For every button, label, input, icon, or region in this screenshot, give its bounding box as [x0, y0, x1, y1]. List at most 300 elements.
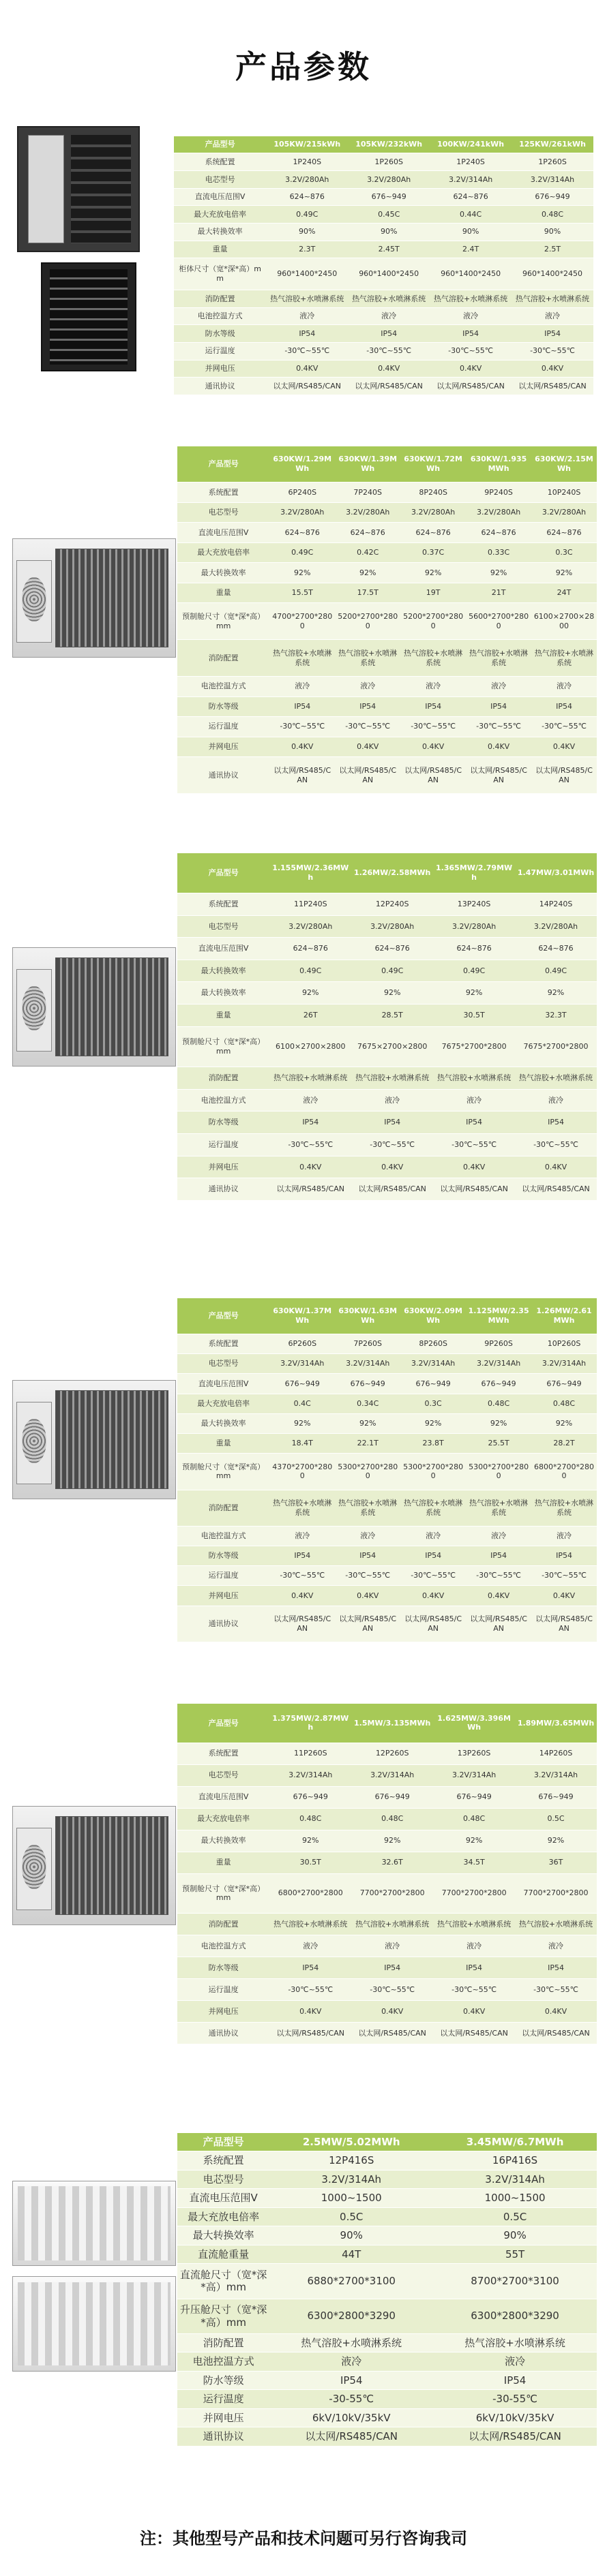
spec-value-cell: 55T: [433, 2245, 597, 2264]
table-row: [177, 2207, 597, 2226]
spec-label-cell: 消防配置: [177, 640, 269, 677]
spec-value-cell: -30℃~55℃: [348, 343, 430, 361]
table-row: [177, 1454, 597, 1490]
spec-value-cell: 92%: [515, 982, 597, 1005]
spec-table-6: [177, 2133, 597, 2447]
spec-value-cell: IP54: [466, 1546, 531, 1565]
spec-value-cell: 热气溶胶+水喷淋系统: [466, 640, 531, 677]
table-row: [177, 2371, 597, 2390]
spec-value-cell: 液冷: [348, 307, 430, 325]
spec-value-cell: 0.4KV: [266, 360, 348, 378]
spec-value-cell: 热气溶胶+水喷淋系统: [531, 640, 597, 677]
table-row: [174, 360, 593, 378]
spec-value-cell: IP54: [269, 1111, 351, 1134]
footer-note: 注：其他型号产品和技术问题可另行咨询我司: [140, 2529, 467, 2548]
spec-value-cell: 以太网/RS485/CAN: [335, 757, 400, 794]
spec-value-cell: IP54: [466, 696, 531, 717]
spec-value-cell: 以太网/RS485/CAN: [351, 2022, 433, 2044]
spec-table-5: [177, 1704, 597, 2044]
spec-label-cell: 最大转换效率: [174, 224, 266, 241]
table-row: [177, 1156, 597, 1178]
spec-value-cell: 0.48C: [351, 1808, 433, 1830]
spec-value-cell: 以太网/RS485/CAN: [269, 1606, 335, 1642]
spec-value-cell: 3.2V/280Ah: [400, 502, 466, 523]
spec-table-4: [177, 1298, 597, 1642]
spec-label-cell: 最大充放电倍率: [177, 542, 269, 563]
spec-value-cell: 1P260S: [512, 153, 593, 171]
spec-value-cell: 624~876: [269, 938, 351, 960]
table-row: [174, 206, 593, 224]
spec-value-cell: IP54: [531, 696, 597, 717]
spec-value-cell: 0.33C: [466, 542, 531, 563]
table-row: [177, 1178, 597, 1201]
spec-table-1: [174, 136, 593, 395]
spec-value-cell: 19T: [400, 583, 466, 603]
spec-value-cell: 热气溶胶+水喷淋系统: [348, 290, 430, 308]
table-row: [177, 2245, 597, 2264]
spec-label-cell: 系统配置: [177, 1743, 269, 1764]
table-row: [177, 1566, 597, 1586]
spec-value-cell: 3.2V/314Ah: [400, 1354, 466, 1374]
spec-value-cell: 6P240S: [269, 482, 335, 503]
table-row: [177, 1586, 597, 1606]
spec-value-cell: 90%: [266, 224, 348, 241]
spec-value-cell: 5300*2700*2800: [466, 1454, 531, 1490]
spec-label-cell: 运行温度: [177, 1978, 269, 2000]
spec-value-cell: IP54: [531, 1546, 597, 1565]
table-row: [177, 982, 597, 1005]
spec-value-cell: 0.3C: [400, 1394, 466, 1413]
spec-value-cell: 3.2V/280Ah: [269, 502, 335, 523]
spec-value-cell: 6100×2700×2800: [531, 603, 597, 640]
spec-label-cell: 并网电压: [174, 360, 266, 378]
table-row: [177, 2170, 597, 2189]
spec-value-cell: 676~949: [351, 1786, 433, 1808]
spec-label-cell: 并网电压: [177, 1156, 269, 1178]
spec-value-cell: 6100×2700×2800: [269, 1026, 351, 1067]
table-row: [174, 241, 593, 258]
spec-label-cell: 柜体尺寸（宽*深*高）mm: [174, 258, 266, 290]
spec-value-cell: 8P240S: [400, 482, 466, 503]
table-row: [177, 1786, 597, 1808]
spec-label-cell: 直流舱尺寸（宽*深*高）mm: [177, 2264, 269, 2299]
spec-value-cell: 3.2V/280Ah: [433, 915, 515, 938]
table-row: [174, 290, 593, 308]
spec-label-cell: 系统配置: [174, 153, 266, 171]
spec-value-cell: 92%: [269, 563, 335, 583]
spec-value-cell: 676~949: [335, 1374, 400, 1394]
spec-value-cell: 液冷: [515, 1089, 597, 1111]
spec-value-cell: 0.48C: [269, 1808, 351, 1830]
spec-value-cell: IP54: [400, 696, 466, 717]
spec-value-cell: 8P260S: [400, 1334, 466, 1353]
spec-value-cell: 0.4KV: [335, 737, 400, 757]
spec-value-cell: 3.2V/314Ah: [430, 171, 512, 189]
spec-value-cell: 0.4C: [269, 1394, 335, 1413]
table-row: [177, 1111, 597, 1134]
table-row: [177, 737, 597, 757]
spec-label-cell: 通讯协议: [177, 2022, 269, 2044]
spec-value-cell: 热气溶胶+水喷淋系统: [400, 1490, 466, 1526]
table-header-row: [177, 853, 597, 893]
product-image-container: [12, 2181, 176, 2266]
spec-value-cell: 0.37C: [400, 542, 466, 563]
spec-value-cell: 960*1400*2450: [266, 258, 348, 290]
spec-value-cell: -30℃~55℃: [351, 1978, 433, 2000]
spec-value-cell: 624~876: [335, 523, 400, 543]
spec-value-cell: IP54: [433, 2371, 597, 2390]
spec-value-cell: 以太网/RS485/CAN: [351, 1178, 433, 1201]
table-row: [177, 1089, 597, 1111]
spec-value-cell: -30℃~55℃: [269, 1978, 351, 2000]
header-model-cell: 1.5MW/3.135MWh: [351, 1704, 433, 1743]
spec-value-cell: 0.4KV: [400, 1586, 466, 1606]
spec-label-cell: 防水等级: [177, 1111, 269, 1134]
spec-value-cell: 0.44C: [430, 206, 512, 224]
spec-value-cell: -30℃~55℃: [466, 1566, 531, 1586]
spec-value-cell: 液冷: [531, 1526, 597, 1546]
spec-value-cell: 7675*2700*2800: [433, 1026, 515, 1067]
spec-label-cell: 防水等级: [177, 696, 269, 717]
spec-value-cell: -30℃~55℃: [400, 1566, 466, 1586]
table-row: [177, 2151, 597, 2171]
table-row: [177, 583, 597, 603]
spec-value-cell: 液冷: [433, 1089, 515, 1111]
spec-value-cell: 以太网/RS485/CAN: [466, 757, 531, 794]
spec-value-cell: -30℃~55℃: [335, 1566, 400, 1586]
spec-value-cell: 0.45C: [348, 206, 430, 224]
spec-value-cell: -30-55℃: [433, 2390, 597, 2409]
spec-value-cell: -30℃~55℃: [400, 717, 466, 737]
spec-value-cell: 液冷: [335, 1526, 400, 1546]
spec-label-cell: 运行温度: [177, 2390, 269, 2409]
spec-value-cell: 16P416S: [433, 2151, 597, 2171]
table-row: [177, 2022, 597, 2044]
spec-value-cell: 5200*2700*2800: [400, 603, 466, 640]
spec-label-cell: 电池控温方式: [177, 1089, 269, 1111]
spec-label-cell: 消防配置: [177, 1490, 269, 1526]
spec-value-cell: 0.49C: [515, 960, 597, 982]
spec-value-cell: 0.4KV: [348, 360, 430, 378]
spec-label-cell: 预制舱尺寸（宽*深*高）mm: [177, 1454, 269, 1490]
spec-value-cell: 3.2V/280Ah: [266, 171, 348, 189]
header-model-cell: 630KW/1.39MWh: [335, 446, 400, 482]
spec-label-cell: 直流电压范围V: [177, 2189, 269, 2208]
spec-value-cell: 1P240S: [266, 153, 348, 171]
table-row: [177, 563, 597, 583]
header-model-cell: 630KW/2.09MWh: [400, 1298, 466, 1334]
table-row: [177, 757, 597, 794]
spec-value-cell: 液冷: [400, 1526, 466, 1546]
spec-value-cell: 5200*2700*2800: [335, 603, 400, 640]
spec-value-cell: 10P240S: [531, 482, 597, 503]
spec-value-cell: -30℃~55℃: [351, 1133, 433, 1156]
table-row: [177, 1005, 597, 1027]
spec-value-cell: IP54: [335, 696, 400, 717]
spec-label-cell: 系统配置: [177, 1334, 269, 1353]
spec-value-cell: 1P240S: [430, 153, 512, 171]
spec-value-cell: 5600*2700*2800: [466, 603, 531, 640]
spec-value-cell: 676~949: [531, 1374, 597, 1394]
spec-value-cell: -30℃~55℃: [512, 343, 593, 361]
spec-value-cell: IP54: [269, 2371, 433, 2390]
spec-value-cell: 624~876: [351, 938, 433, 960]
header-model-cell: 1.625MW/3.396MWh: [433, 1704, 515, 1743]
spec-value-cell: 2.5T: [512, 241, 593, 258]
spec-value-cell: 92%: [269, 1830, 351, 1852]
product-image-container-open: [12, 2276, 176, 2372]
spec-value-cell: 热气溶胶+水喷淋系统: [269, 1067, 351, 1090]
spec-value-cell: 12P240S: [351, 893, 433, 915]
table-row: [174, 171, 593, 189]
spec-value-cell: 8700*2700*3100: [433, 2264, 597, 2299]
spec-value-cell: 液冷: [430, 307, 512, 325]
spec-value-cell: 以太网/RS485/CAN: [266, 378, 348, 395]
header-model-cell: 630KW/1.37MWh: [269, 1298, 335, 1334]
spec-label-cell: 电池控温方式: [177, 677, 269, 697]
spec-value-cell: 36T: [515, 1852, 597, 1873]
spec-value-cell: -30℃~55℃: [466, 717, 531, 737]
spec-value-cell: 0.5C: [269, 2207, 433, 2226]
spec-value-cell: 以太网/RS485/CAN: [269, 2022, 351, 2044]
table-row: [177, 2427, 597, 2447]
spec-value-cell: 90%: [433, 2226, 597, 2245]
spec-value-cell: 热气溶胶+水喷淋系统: [269, 1913, 351, 1935]
header-model-cell: 105KW/232kWh: [348, 136, 430, 153]
spec-value-cell: 液冷: [531, 677, 597, 697]
spec-label-cell: 直流电压范围V: [177, 1374, 269, 1394]
spec-value-cell: 0.4KV: [512, 360, 593, 378]
spec-value-cell: 液冷: [512, 307, 593, 325]
spec-value-cell: 热气溶胶+水喷淋系统: [335, 640, 400, 677]
spec-value-cell: -30℃~55℃: [531, 717, 597, 737]
spec-value-cell: 676~949: [512, 188, 593, 206]
header-model-cell: 1.47MW/3.01MWh: [515, 853, 597, 893]
spec-value-cell: 热气溶胶+水喷淋系统: [351, 1067, 433, 1090]
spec-value-cell: 0.49C: [269, 542, 335, 563]
spec-value-cell: 0.5C: [433, 2207, 597, 2226]
header-label-cell: 产品型号: [177, 853, 269, 893]
spec-label-cell: 运行温度: [177, 1566, 269, 1586]
spec-value-cell: 676~949: [433, 1786, 515, 1808]
spec-value-cell: 以太网/RS485/CAN: [515, 2022, 597, 2044]
spec-value-cell: -30℃~55℃: [269, 1133, 351, 1156]
spec-label-cell: 通讯协议: [177, 2427, 269, 2447]
table-row: [174, 378, 593, 395]
spec-label-cell: 电芯型号: [177, 2170, 269, 2189]
spec-value-cell: 92%: [466, 1413, 531, 1433]
table-row: [177, 640, 597, 677]
spec-value-cell: 624~876: [269, 523, 335, 543]
product-image-rack: [41, 262, 136, 371]
table-row: [177, 2352, 597, 2372]
spec-value-cell: 液冷: [515, 1935, 597, 1957]
spec-table-3: [177, 853, 597, 1201]
spec-value-cell: 624~876: [466, 523, 531, 543]
spec-value-cell: IP54: [269, 696, 335, 717]
spec-label-cell: 升压舱尺寸（宽*深*高）mm: [177, 2299, 269, 2333]
spec-label-cell: 直流电压范围V: [174, 188, 266, 206]
spec-value-cell: 30.5T: [433, 1005, 515, 1027]
spec-value-cell: 3.2V/314Ah: [269, 1764, 351, 1786]
spec-label-cell: 直流舱重量: [177, 2245, 269, 2264]
table-row: [177, 1743, 597, 1764]
spec-value-cell: IP54: [400, 1546, 466, 1565]
spec-value-cell: -30℃~55℃: [515, 1978, 597, 2000]
spec-value-cell: 0.49C: [266, 206, 348, 224]
table-row: [177, 2408, 597, 2427]
spec-value-cell: IP54: [515, 1957, 597, 1978]
spec-value-cell: 以太网/RS485/CAN: [335, 1606, 400, 1642]
spec-label-cell: 系统配置: [177, 482, 269, 503]
spec-value-cell: 21T: [466, 583, 531, 603]
spec-value-cell: 676~949: [515, 1786, 597, 1808]
header-model-cell: 2.5MW/5.02MWh: [269, 2133, 433, 2151]
header-model-cell: 630KW/1.72MWh: [400, 446, 466, 482]
spec-value-cell: 以太网/RS485/CAN: [400, 1606, 466, 1642]
spec-value-cell: -30℃~55℃: [269, 717, 335, 737]
spec-value-cell: 676~949: [348, 188, 430, 206]
table-row: [177, 1526, 597, 1546]
header-model-cell: 1.26MW/2.61MWh: [531, 1298, 597, 1334]
spec-value-cell: 热气溶胶+水喷淋系统: [400, 640, 466, 677]
spec-value-cell: 14P260S: [515, 1743, 597, 1764]
spec-value-cell: 液冷: [266, 307, 348, 325]
spec-value-cell: 0.4KV: [351, 1156, 433, 1178]
spec-label-cell: 电芯型号: [174, 171, 266, 189]
spec-value-cell: 3.2V/280Ah: [269, 915, 351, 938]
spec-value-cell: 0.48C: [531, 1394, 597, 1413]
spec-value-cell: -30℃~55℃: [269, 1566, 335, 1586]
spec-value-cell: 0.48C: [512, 206, 593, 224]
spec-value-cell: 液冷: [433, 1935, 515, 1957]
spec-value-cell: 液冷: [335, 677, 400, 697]
spec-label-cell: 并网电压: [177, 2408, 269, 2427]
table-row: [177, 717, 597, 737]
spec-label-cell: 防水等级: [177, 1957, 269, 1978]
spec-value-cell: 9P260S: [466, 1334, 531, 1353]
spec-label-cell: 预制舱尺寸（宽*深*高）mm: [177, 1873, 269, 1913]
spec-value-cell: 液冷: [269, 1935, 351, 1957]
spec-value-cell: 以太网/RS485/CAN: [531, 757, 597, 794]
spec-value-cell: 32.6T: [351, 1852, 433, 1873]
spec-value-cell: 0.4KV: [430, 360, 512, 378]
header-model-cell: 1.365MW/2.79MWh: [433, 853, 515, 893]
spec-label-cell: 重量: [177, 1434, 269, 1454]
spec-value-cell: 92%: [515, 1830, 597, 1852]
table-row: [177, 1808, 597, 1830]
spec-value-cell: 热气溶胶+水喷淋系统: [269, 640, 335, 677]
product-image-battery-bank: [12, 1380, 176, 1499]
spec-value-cell: -30℃~55℃: [335, 717, 400, 737]
spec-value-cell: IP54: [266, 325, 348, 343]
spec-value-cell: 14P240S: [515, 893, 597, 915]
spec-value-cell: 0.4KV: [531, 737, 597, 757]
spec-label-cell: 运行温度: [177, 717, 269, 737]
spec-label-cell: 运行温度: [177, 1133, 269, 1156]
spec-value-cell: 0.4KV: [269, 2000, 351, 2022]
spec-value-cell: 以太网/RS485/CAN: [433, 2022, 515, 2044]
spec-value-cell: 以太网/RS485/CAN: [466, 1606, 531, 1642]
spec-label-cell: 防水等级: [174, 325, 266, 343]
spec-value-cell: -30℃~55℃: [433, 1978, 515, 2000]
spec-value-cell: 以太网/RS485/CAN: [348, 378, 430, 395]
spec-label-cell: 直流电压范围V: [177, 1786, 269, 1808]
spec-label-cell: 重量: [177, 1852, 269, 1873]
spec-value-cell: 热气溶胶+水喷淋系统: [335, 1490, 400, 1526]
spec-value-cell: 3.2V/314Ah: [433, 2170, 597, 2189]
spec-label-cell: 预制舱尺寸（宽*深*高）mm: [177, 1026, 269, 1067]
table-row: [177, 1546, 597, 1565]
spec-value-cell: 44T: [269, 2245, 433, 2264]
spec-value-cell: 热气溶胶+水喷淋系统: [430, 290, 512, 308]
spec-value-cell: 以太网/RS485/CAN: [430, 378, 512, 395]
spec-value-cell: 24T: [531, 583, 597, 603]
spec-label-cell: 电池控温方式: [177, 1526, 269, 1546]
spec-value-cell: 液冷: [269, 2352, 433, 2372]
spec-value-cell: 0.3C: [531, 542, 597, 563]
table-header-row: [174, 136, 593, 153]
spec-label-cell: 最大转换效率: [177, 1830, 269, 1852]
spec-value-cell: 13P240S: [433, 893, 515, 915]
spec-value-cell: IP54: [515, 1111, 597, 1134]
spec-value-cell: IP54: [512, 325, 593, 343]
header-label-cell: 产品型号: [177, 446, 269, 482]
spec-value-cell: 3.2V/314Ah: [351, 1764, 433, 1786]
header-model-cell: 630KW/1.63MWh: [335, 1298, 400, 1334]
spec-value-cell: -30℃~55℃: [515, 1133, 597, 1156]
table-row: [177, 2333, 597, 2352]
header-model-cell: 630KW/1.935MWh: [466, 446, 531, 482]
spec-value-cell: 3.2V/314Ah: [531, 1354, 597, 1374]
spec-value-cell: 7675×2700×2800: [351, 1026, 433, 1067]
spec-label-cell: 电芯型号: [177, 502, 269, 523]
spec-value-cell: 6800*2700*2800: [269, 1873, 351, 1913]
spec-value-cell: -30-55℃: [269, 2390, 433, 2409]
spec-value-cell: 5300*2700*2800: [400, 1454, 466, 1490]
spec-value-cell: 0.4KV: [515, 2000, 597, 2022]
spec-value-cell: 2.4T: [430, 241, 512, 258]
header-model-cell: 125KW/261kWh: [512, 136, 593, 153]
spec-value-cell: IP54: [269, 1957, 351, 1978]
table-row: [177, 960, 597, 982]
spec-value-cell: IP54: [430, 325, 512, 343]
spec-value-cell: 90%: [512, 224, 593, 241]
spec-value-cell: 6kV/10kV/35kV: [269, 2408, 433, 2427]
spec-value-cell: 7675*2700*2800: [515, 1026, 597, 1067]
spec-value-cell: 液冷: [351, 1935, 433, 1957]
table-row: [177, 696, 597, 717]
spec-label-cell: 通讯协议: [177, 757, 269, 794]
spec-label-cell: 电芯型号: [177, 1354, 269, 1374]
spec-value-cell: 0.4KV: [351, 2000, 433, 2022]
table-row: [177, 915, 597, 938]
spec-value-cell: 0.4KV: [400, 737, 466, 757]
spec-value-cell: 0.4KV: [269, 1586, 335, 1606]
spec-value-cell: 液冷: [351, 1089, 433, 1111]
spec-value-cell: 0.4KV: [433, 2000, 515, 2022]
spec-value-cell: 热气溶胶+水喷淋系统: [433, 1067, 515, 1090]
spec-label-cell: 系统配置: [177, 893, 269, 915]
spec-value-cell: 6P260S: [269, 1334, 335, 1353]
spec-value-cell: 0.49C: [433, 960, 515, 982]
table-row: [177, 2000, 597, 2022]
spec-value-cell: 92%: [351, 982, 433, 1005]
spec-label-cell: 重量: [177, 583, 269, 603]
spec-value-cell: 3.2V/314Ah: [433, 1764, 515, 1786]
spec-value-cell: 热气溶胶+水喷淋系统: [512, 290, 593, 308]
spec-value-cell: 6300*2800*3290: [433, 2299, 597, 2333]
